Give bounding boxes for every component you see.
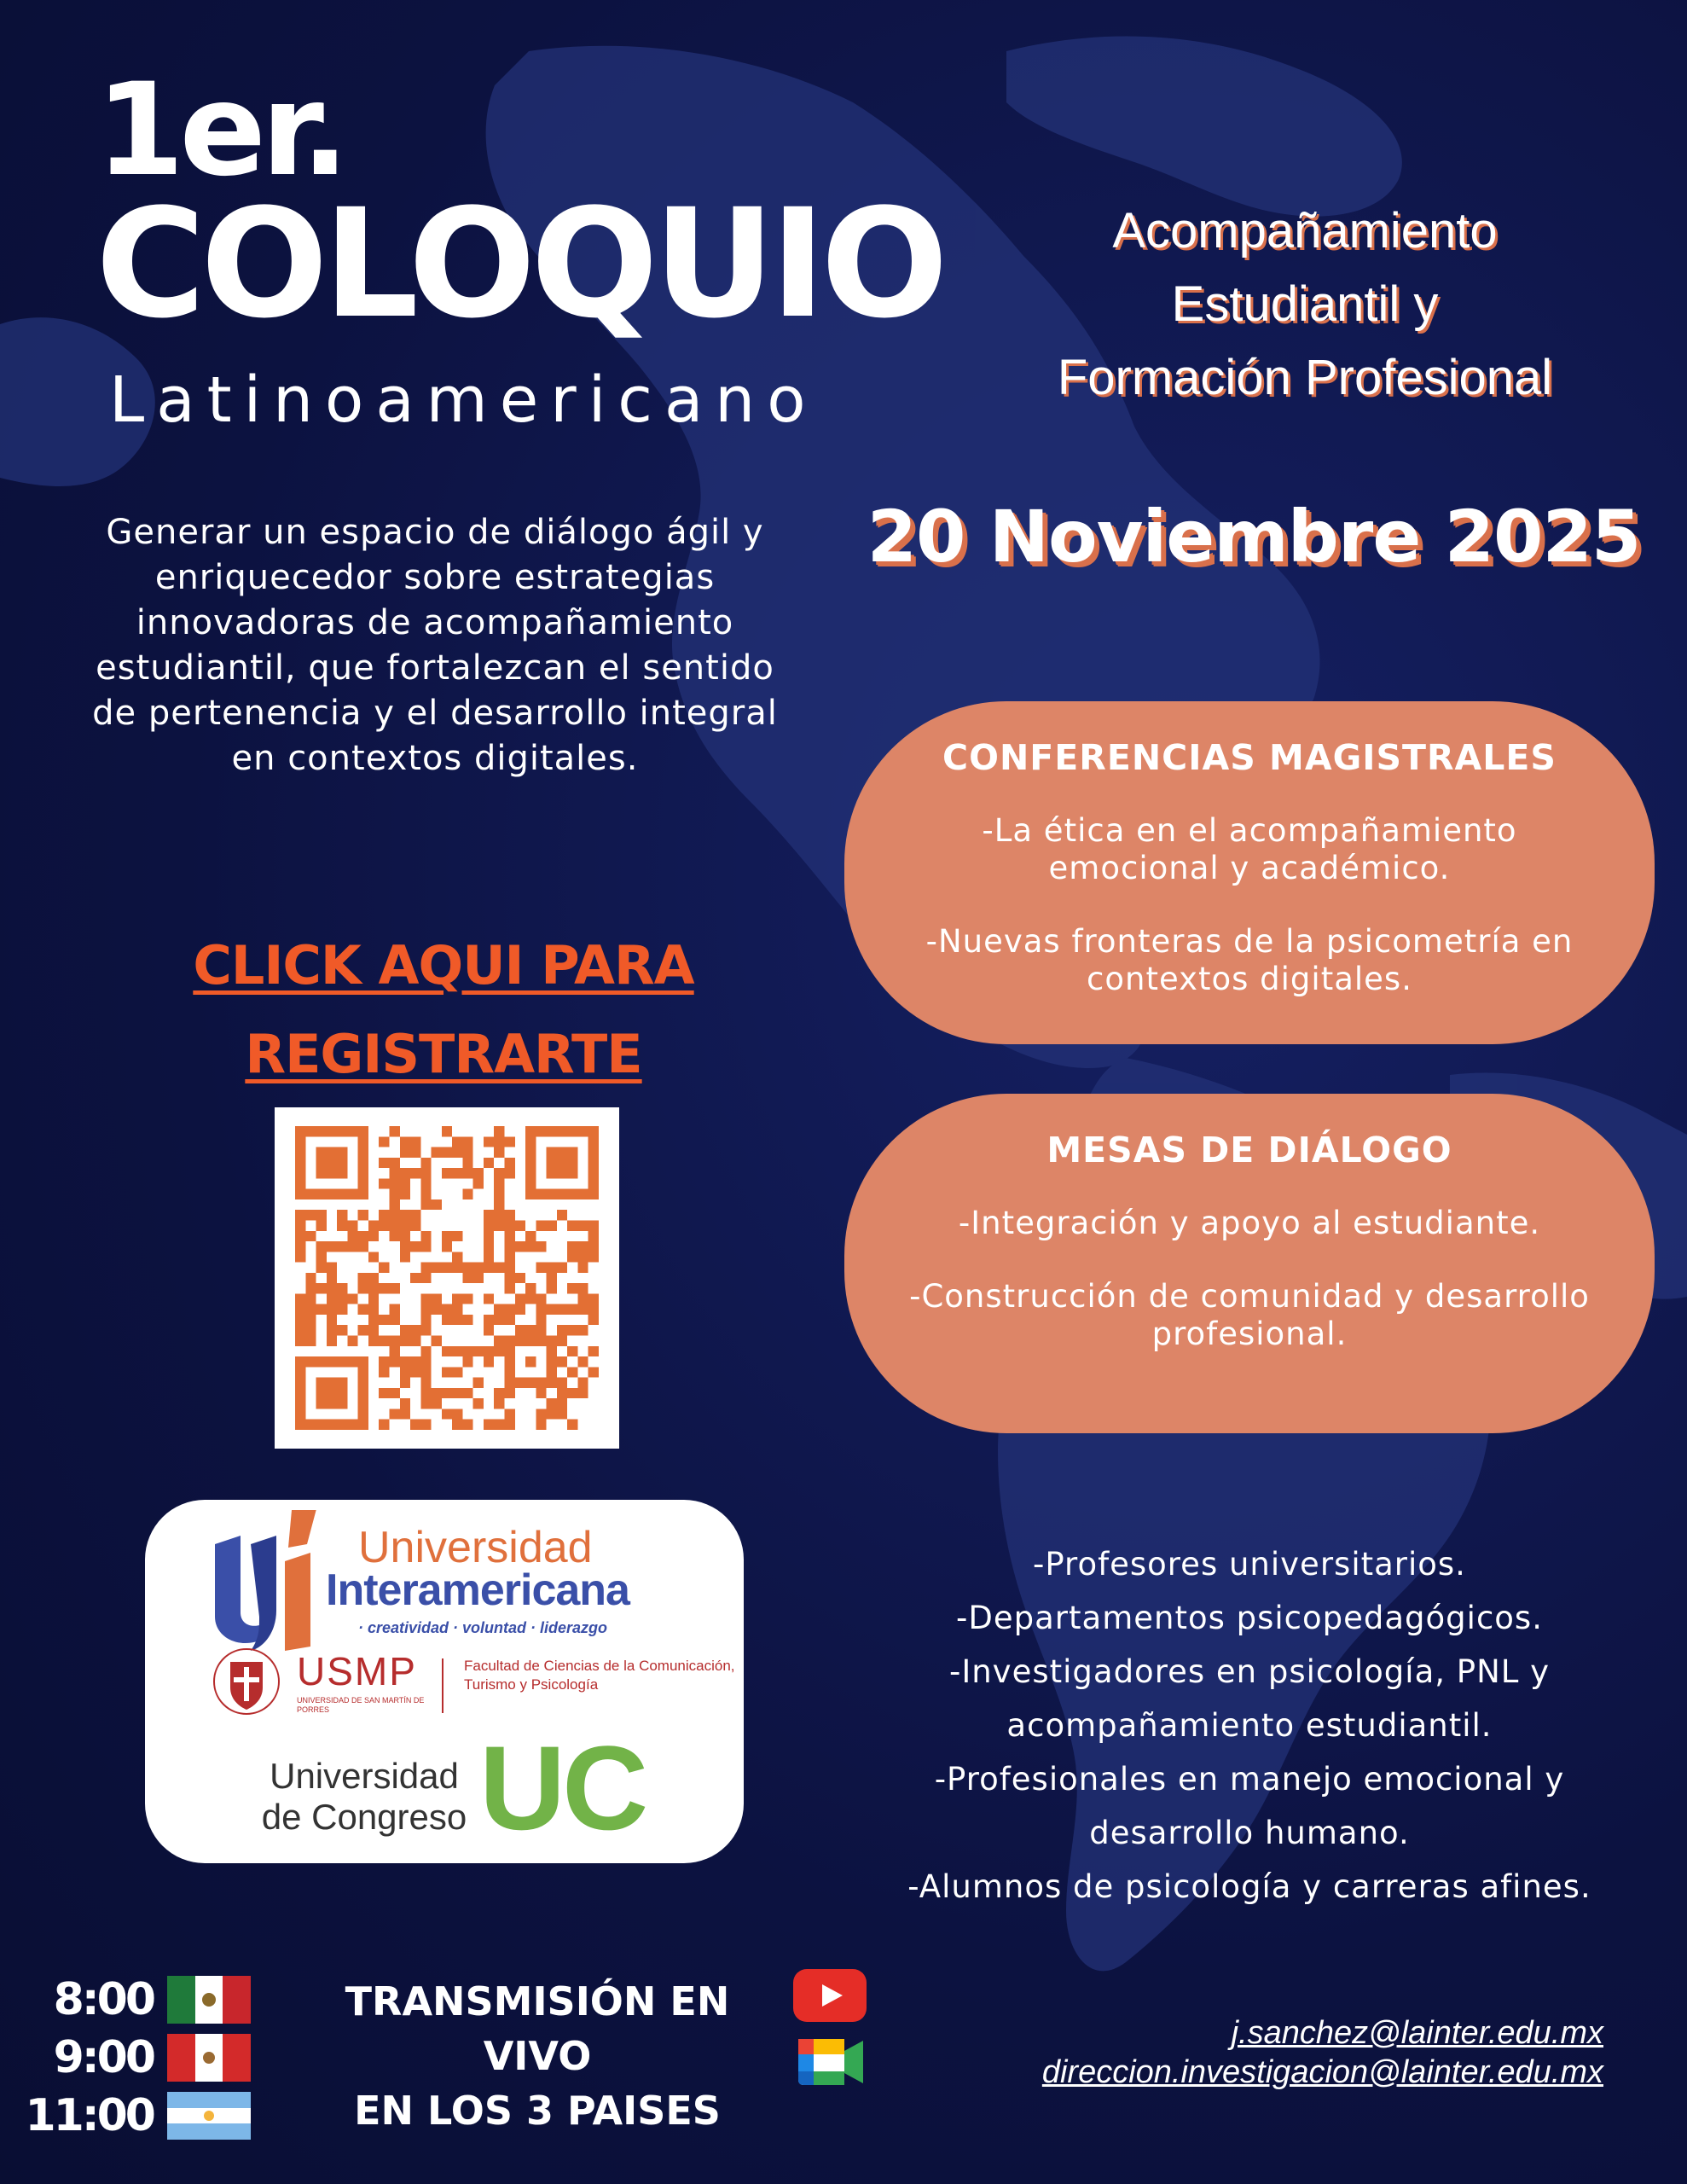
partner-logos [145,1500,744,1863]
audience-item: -Departamentos psicopedagógicos. [956,1600,1543,1636]
uc-name: Universidad de Congreso [261,1756,467,1837]
event-subtitle [964,195,1646,415]
usmp-subtitle: UNIVERSIDAD DE SAN MARTÍN DE PORRES [297,1696,425,1714]
conferences-card [844,701,1655,1044]
conferences-title: CONFERENCIAS MAGISTRALES [942,737,1557,778]
usmp-divider [442,1658,443,1713]
time-value: 11:00 [25,2090,154,2141]
ui-name-line2: Interamericana [326,1565,629,1615]
email-link[interactable]: direccion.investigacion@lainter.edu.mx [1041,2054,1603,2090]
registration-qr-code[interactable] [275,1107,619,1449]
google-meet-icon[interactable] [797,2034,865,2090]
stream-line: EN LOS 3 PAISES [354,2088,721,2134]
panels-card [844,1094,1655,1433]
time-row-argentina [25,2087,264,2145]
panels-title: MESAS DE DIÁLOGO [1046,1130,1452,1170]
contact-emails [955,2013,1603,2092]
live-stream-notice [290,1974,785,2138]
subtitle-line: Acompañamiento [1112,203,1498,258]
time-row-mexico [51,1971,264,2029]
peru-flag-icon [167,2034,251,2082]
title-latinoamericano: Latinoamericano [109,363,818,437]
target-audience [861,1537,1638,1914]
usmp-name: USMP [297,1649,417,1693]
ui-tagline: · creatividad · voluntad · liderazgo [358,1619,608,1636]
universidad-interamericana-logo-icon [206,1510,326,1655]
title-ordinal: 1er. [96,56,345,205]
time-value: 8:00 [53,1974,154,2025]
event-description: Generar un espacio de diálogo ágil y enriquecedor sobre estrategias innovadoras de acompañamiento estudiantil, que fortalezcan el sentido de pertenencia y el desarrollo integral en contextos digitales. [92,513,778,778]
time-row-peru [51,2029,264,2087]
audience-item: -Alumnos de psicología y carreras afines. [907,1868,1591,1905]
usmp-crest-icon [212,1647,281,1716]
youtube-icon[interactable] [793,1969,867,2022]
conference-item: -Nuevas fronteras de la psicometría en contextos digitales. [925,923,1574,997]
title-main: COLOQUIO [96,177,943,351]
conference-item: -La ética en el acompañamiento emocional y académico. [982,812,1517,886]
stream-line: TRANSMISIÓN EN VIVO [345,1978,730,2079]
argentina-flag-icon [167,2092,251,2140]
qr-code-icon [293,1126,600,1430]
time-value: 9:00 [53,2032,154,2083]
subtitle-line: Estudiantil y [1171,276,1439,332]
usmp-faculty: Facultad de Ciencias de la Comunicación, Turismo y Psicología [464,1658,735,1693]
audience-item: -Investigadores en psicología, PNL y acompañamiento estudiantil. [948,1653,1551,1744]
audience-item: -Profesionales en manejo emocional y desarrollo humano. [934,1761,1565,1851]
register-link-line[interactable]: REGISTRARTE [245,1023,642,1085]
mexico-flag-icon [167,1976,251,2024]
event-date: 20 Noviembre 2025 [867,495,1641,578]
uc-logo-mark: UC [479,1721,646,1855]
ui-name-line1: Universidad [358,1523,593,1572]
audience-item: -Profesores universitarios. [1033,1546,1466,1583]
register-link[interactable] [136,921,751,1099]
register-link-line[interactable]: CLICK AQUI PARA [193,934,694,996]
schedule-by-country [25,1971,264,2145]
panel-item: -Integración y apoyo al estudiante. [958,1205,1541,1241]
panel-item: -Construcción de comunidad y desarrollo profesional. [909,1278,1590,1352]
subtitle-line: Formación Profesional [1057,350,1553,405]
email-link[interactable]: j.sanchez@lainter.edu.mx [1231,2015,1603,2051]
